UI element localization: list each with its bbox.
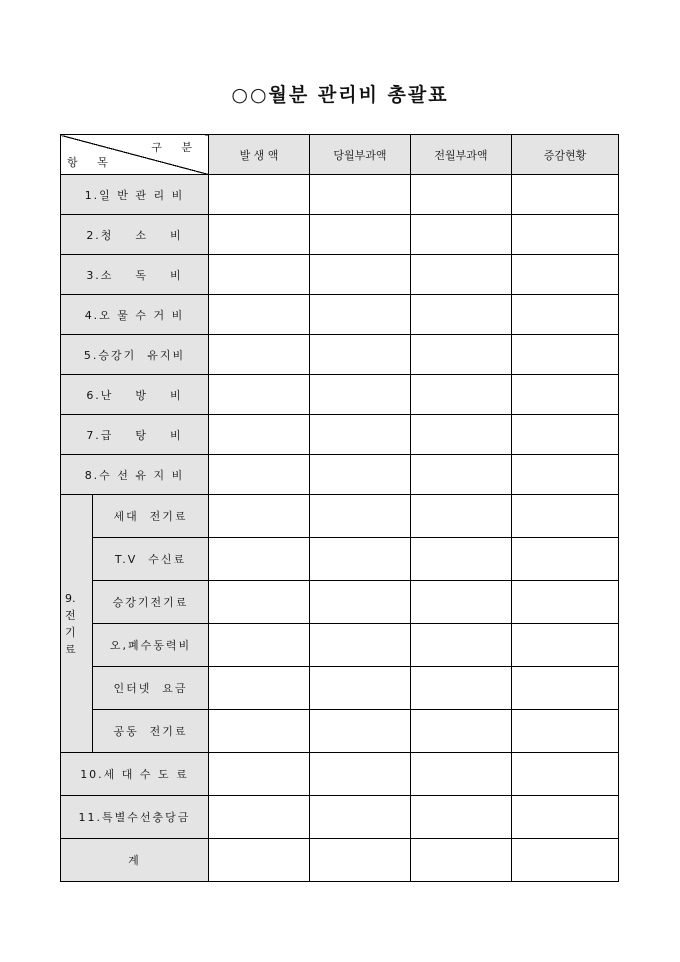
value-cell[interactable] xyxy=(512,667,619,710)
value-cell[interactable] xyxy=(512,295,619,335)
value-cell[interactable] xyxy=(209,538,310,581)
row-label-text: 4.오 물 수 거 비 xyxy=(84,308,185,322)
row-label-text: 2.청 소 비 xyxy=(86,228,183,242)
row-label-text: 11.특별수선충당금 xyxy=(78,811,191,824)
value-cell[interactable] xyxy=(209,710,310,753)
value-cell[interactable] xyxy=(310,415,411,455)
value-cell[interactable] xyxy=(512,175,619,215)
group-item-label xyxy=(93,538,209,581)
value-cell[interactable] xyxy=(512,455,619,495)
group-item-label xyxy=(93,495,209,538)
value-cell[interactable] xyxy=(512,255,619,295)
value-cell[interactable] xyxy=(512,839,619,882)
value-cell[interactable] xyxy=(411,455,512,495)
value-cell[interactable] xyxy=(310,667,411,710)
table-row xyxy=(61,255,619,295)
group-label-line: 료 xyxy=(65,642,76,656)
row-label xyxy=(61,796,209,839)
table-row xyxy=(61,335,619,375)
value-cell[interactable] xyxy=(411,255,512,295)
row-label-text: 1.일 반 관 리 비 xyxy=(84,188,185,202)
value-cell[interactable] xyxy=(411,581,512,624)
value-cell[interactable] xyxy=(512,796,619,839)
value-cell[interactable] xyxy=(411,415,512,455)
value-cell[interactable] xyxy=(209,667,310,710)
header-row xyxy=(61,135,619,175)
value-cell[interactable] xyxy=(411,753,512,796)
diagonal-header-bottom: 항 목 xyxy=(67,156,116,169)
value-cell[interactable] xyxy=(310,375,411,415)
row-label-text: 5.승강기 유지비 xyxy=(83,348,186,362)
row-label-text: 계 xyxy=(128,854,141,867)
row-label xyxy=(61,175,209,215)
row-label xyxy=(61,415,209,455)
value-cell[interactable] xyxy=(512,624,619,667)
value-cell[interactable] xyxy=(209,581,310,624)
page-title: ○○월분 관리비 총괄표 xyxy=(231,84,449,106)
row-label-text: 6.난 방 비 xyxy=(86,388,183,402)
row-label xyxy=(61,753,209,796)
group-item-label xyxy=(93,624,209,667)
value-cell[interactable] xyxy=(411,295,512,335)
value-cell[interactable] xyxy=(411,839,512,882)
value-cell[interactable] xyxy=(411,495,512,538)
value-cell[interactable] xyxy=(512,581,619,624)
group-item-text: 공동 전기료 xyxy=(113,725,188,738)
value-cell[interactable] xyxy=(209,495,310,538)
value-cell[interactable] xyxy=(411,375,512,415)
group-label-line: 전 xyxy=(65,608,76,622)
value-cell[interactable] xyxy=(310,295,411,335)
value-cell[interactable] xyxy=(209,455,310,495)
group-label xyxy=(61,495,93,753)
table-row xyxy=(61,455,619,495)
value-cell[interactable] xyxy=(310,581,411,624)
group-item-text: 오,폐수동력비 xyxy=(109,639,192,652)
value-cell[interactable] xyxy=(310,839,411,882)
value-cell[interactable] xyxy=(310,175,411,215)
group-item-text: 세대 전기료 xyxy=(113,510,188,523)
value-cell[interactable] xyxy=(310,753,411,796)
value-cell[interactable] xyxy=(512,753,619,796)
column-header: 전월부과액 xyxy=(411,135,512,175)
column-header: 발 생 액 xyxy=(209,135,310,175)
table-row xyxy=(61,753,619,796)
summary-table xyxy=(60,134,619,882)
table-row xyxy=(61,667,619,710)
value-cell[interactable] xyxy=(512,495,619,538)
row-label-text: 10.세 대 수 도 료 xyxy=(80,768,189,781)
value-cell[interactable] xyxy=(310,255,411,295)
table-row xyxy=(61,796,619,839)
value-cell[interactable] xyxy=(310,796,411,839)
value-cell[interactable] xyxy=(411,335,512,375)
group-item-label xyxy=(93,667,209,710)
value-cell[interactable] xyxy=(209,415,310,455)
table-row xyxy=(61,839,619,882)
value-cell[interactable] xyxy=(209,796,310,839)
row-label-text: 7.급 탕 비 xyxy=(86,428,183,442)
row-label-text: 3.소 독 비 xyxy=(86,268,183,282)
table-row xyxy=(61,624,619,667)
row-label xyxy=(61,455,209,495)
value-cell[interactable] xyxy=(512,538,619,581)
table-row xyxy=(61,538,619,581)
table-row xyxy=(61,175,619,215)
value-cell[interactable] xyxy=(209,839,310,882)
value-cell[interactable] xyxy=(411,710,512,753)
group-label-line: 기 xyxy=(65,625,76,639)
value-cell[interactable] xyxy=(411,538,512,581)
group-item-label xyxy=(93,581,209,624)
diagonal-header-cell xyxy=(61,135,209,175)
value-cell[interactable] xyxy=(310,495,411,538)
row-label xyxy=(61,839,209,882)
row-label xyxy=(61,295,209,335)
value-cell[interactable] xyxy=(209,624,310,667)
value-cell[interactable] xyxy=(209,335,310,375)
value-cell[interactable] xyxy=(411,667,512,710)
value-cell[interactable] xyxy=(512,215,619,255)
value-cell[interactable] xyxy=(512,710,619,753)
table-row xyxy=(61,215,619,255)
column-header: 당월부과액 xyxy=(310,135,411,175)
value-cell[interactable] xyxy=(209,375,310,415)
table-row xyxy=(61,495,619,538)
value-cell[interactable] xyxy=(209,175,310,215)
group-label-line: 9. xyxy=(65,591,76,605)
row-label xyxy=(61,375,209,415)
diagonal-header-top: 구 분 xyxy=(151,141,200,154)
table-row xyxy=(61,375,619,415)
value-cell[interactable] xyxy=(310,710,411,753)
table-row xyxy=(61,710,619,753)
row-label xyxy=(61,335,209,375)
table-row xyxy=(61,295,619,335)
value-cell[interactable] xyxy=(310,624,411,667)
value-cell[interactable] xyxy=(310,538,411,581)
value-cell[interactable] xyxy=(512,375,619,415)
value-cell[interactable] xyxy=(411,215,512,255)
row-label-text: 8.수 선 유 지 비 xyxy=(84,468,185,482)
value-cell[interactable] xyxy=(310,335,411,375)
value-cell[interactable] xyxy=(411,796,512,839)
value-cell[interactable] xyxy=(512,415,619,455)
value-cell[interactable] xyxy=(209,215,310,255)
table-row xyxy=(61,415,619,455)
group-item-text: T.V 수신료 xyxy=(114,553,187,566)
table-row xyxy=(61,581,619,624)
group-item-text: 승강기전기료 xyxy=(112,596,189,609)
value-cell[interactable] xyxy=(310,455,411,495)
group-item-label xyxy=(93,710,209,753)
row-label xyxy=(61,215,209,255)
row-label xyxy=(61,255,209,295)
value-cell[interactable] xyxy=(512,335,619,375)
value-cell[interactable] xyxy=(209,295,310,335)
value-cell[interactable] xyxy=(209,753,310,796)
column-header: 증감현황 xyxy=(512,135,619,175)
value-cell[interactable] xyxy=(411,175,512,215)
value-cell[interactable] xyxy=(411,624,512,667)
group-item-text: 인터넷 요금 xyxy=(113,682,188,695)
value-cell[interactable] xyxy=(310,215,411,255)
value-cell[interactable] xyxy=(209,255,310,295)
